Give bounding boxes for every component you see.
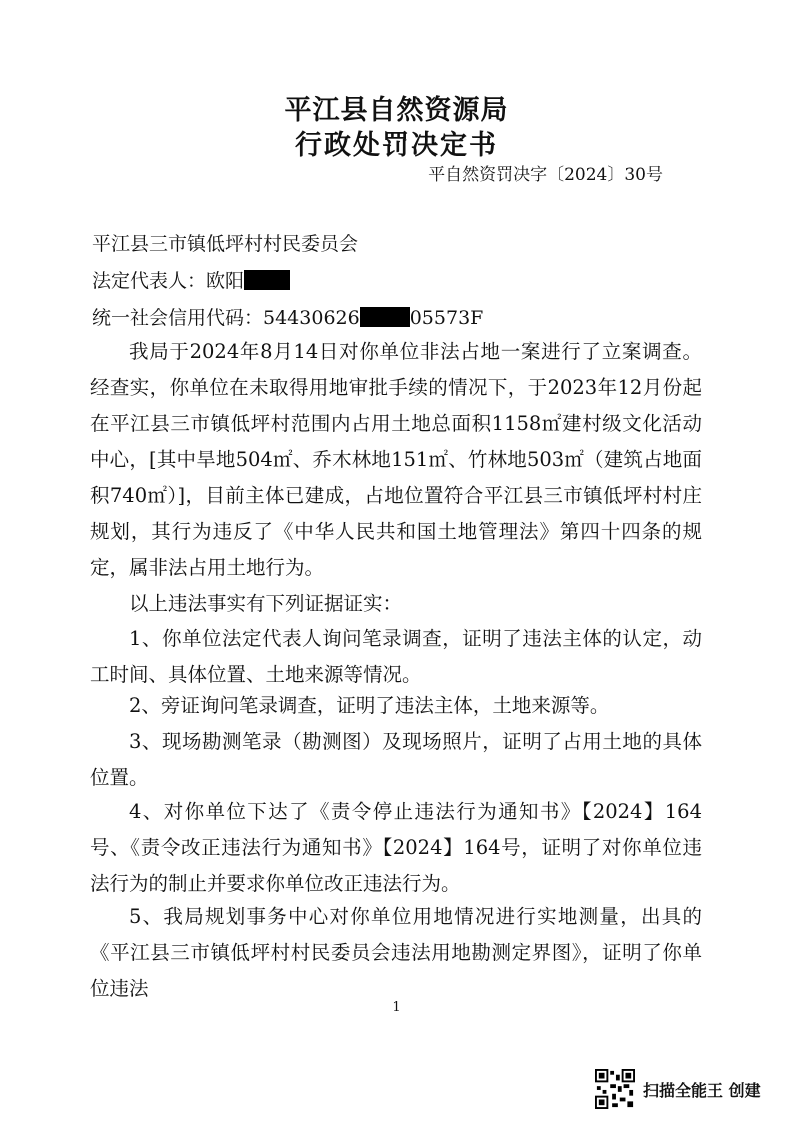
body-paragraph-facts: 我局于2024年8月14日对你单位非法占地一案进行了立案调查。经查实，你单位在未取得用地审批手续的情况下，于2023年12月份起在平江县三市镇低坪村范围内占用土地总面积1158㎡建村级文化活动中心，[其中旱地504㎡、乔木林地151㎡、竹林地503㎡（建筑占地面积740㎡）]，目前主体已建成，占地位置符合平江县三市镇低坪村村庄规划，其行为违反了《中华人民共和国土地管理法》第四十四条的规定，属非法占用土地行为。 (90, 340, 702, 579)
evidence-item-5: 5、我局规划事务中心对你单位用地情况进行实地测量，出具的《平江县三市镇低坪村村民委员会违法用地勘测定界图》，证明了你单位违法 (90, 905, 702, 1000)
credit-code (92, 303, 483, 330)
redaction-block (360, 307, 410, 327)
qr-code-icon (595, 1069, 635, 1109)
evidence-item-1: 1、你单位法定代表人询问笔录调查，证明了违法主体的认定，动工时间、具体位置、土地来源等情况。 (90, 627, 702, 686)
document-title-line1: 平江县自然资源局 (284, 95, 509, 126)
evidence-item-4: 4、对你单位下达了《责令停止违法行为通知书》【2024】164号、《责令改正违法行为通知书》【2024】164号，证明了对你单位违法行为的制止并要求你单位改正违法行为。 (90, 800, 702, 895)
credit-code-prefix: 统一社会信用代码：54430626 (92, 307, 360, 329)
redaction-block (244, 270, 290, 290)
page-number: 1 (392, 1000, 401, 1015)
body-paragraph-evidence-intro: 以上违法事实有下列证据证实： (129, 592, 403, 615)
scanner-app-label: 扫描全能王 创建 (643, 1080, 761, 1100)
legal-representative (92, 266, 290, 293)
legal-representative-text: 法定代表人：欧阳 (92, 270, 245, 292)
credit-code-suffix: 05573F (409, 307, 484, 329)
evidence-item-3: 3、现场勘测笔录（勘测图）及现场照片，证明了占用土地的具体位置。 (90, 730, 702, 789)
party-name: 平江县三市镇低坪村村民委员会 (92, 233, 359, 255)
evidence-item-2: 2、旁证询问笔录调查，证明了违法主体，土地来源等。 (129, 694, 610, 717)
document-number: 平自然资罚决字〔2024〕30号 (428, 165, 663, 185)
document-title-line2: 行政处罚决定书 (295, 130, 498, 161)
scanner-watermark (595, 1068, 761, 1110)
